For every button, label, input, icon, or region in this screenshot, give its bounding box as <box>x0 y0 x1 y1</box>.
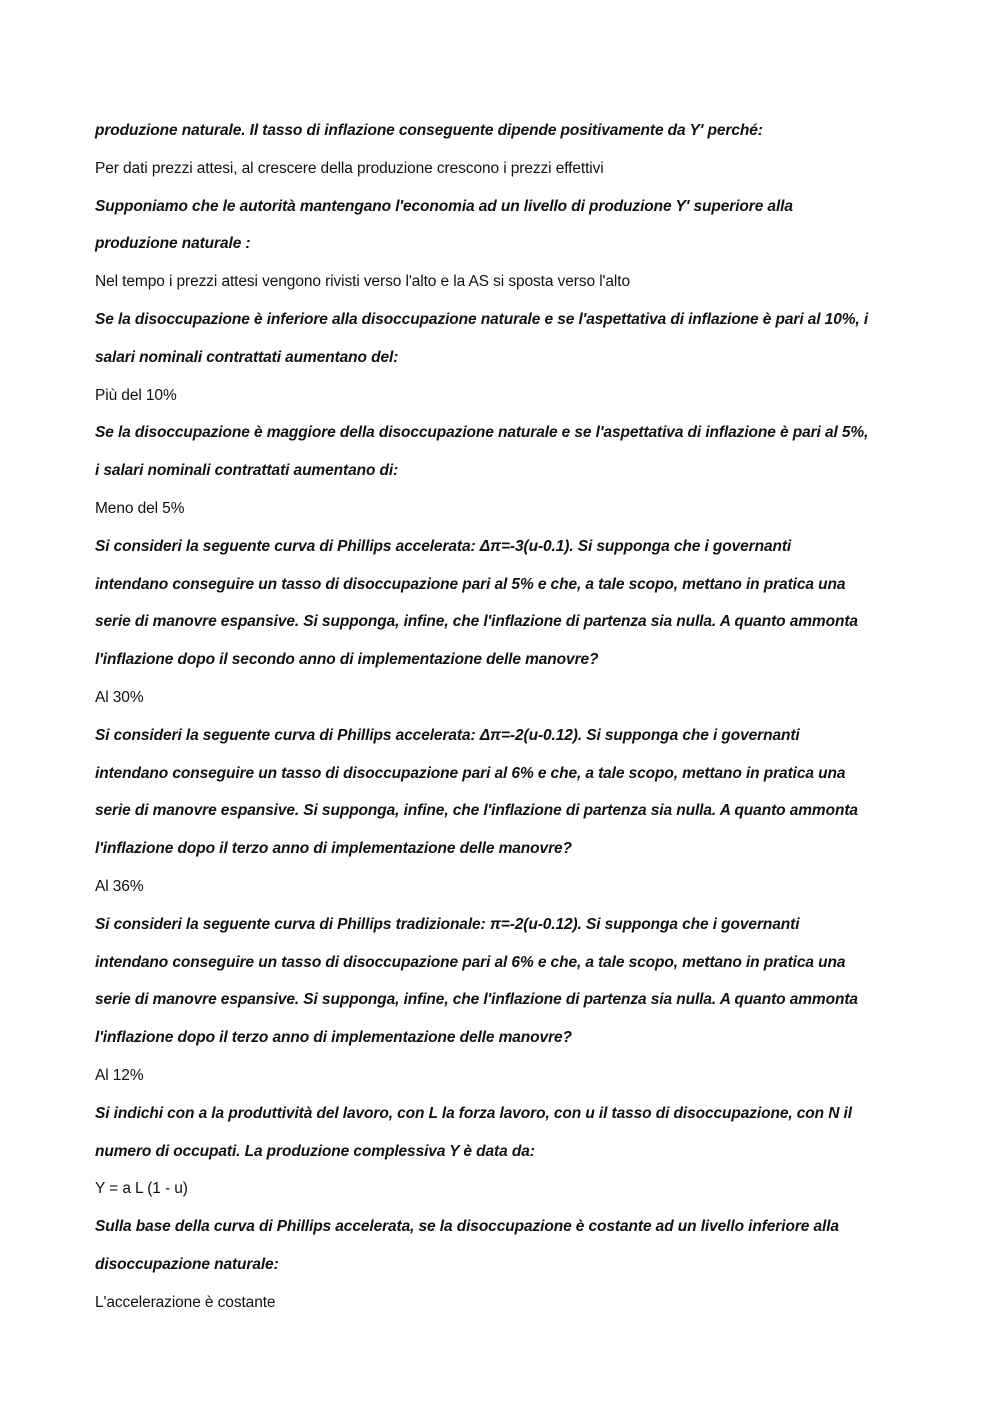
answer-block <box>95 868 915 906</box>
answer-block <box>95 1170 915 1208</box>
question-line: l'inflazione dopo il secondo anno di implementazione delle manovre? <box>95 651 599 669</box>
question-block <box>95 528 915 679</box>
question-line: produzione naturale. Il tasso di inflazione conseguente dipende positivamente da Y' perché: <box>95 122 763 139</box>
question-line: intendano conseguire un tasso di disoccupazione pari al 6% e che, a tale scopo, mettano in pratica una <box>95 953 846 971</box>
answer-block <box>95 490 915 528</box>
answer-block <box>95 377 915 415</box>
question-block <box>95 906 915 1057</box>
question-line: intendano conseguire un tasso di disoccupazione pari al 6% e che, a tale scopo, mettano in pratica una <box>95 764 846 782</box>
question-block <box>95 301 915 377</box>
answer-line: Meno del 5% <box>95 499 185 517</box>
question-block <box>95 717 915 868</box>
question-line: Supponiamo che le autorità mantengano l'economia ad un livello di produzione Y' superiore alla <box>95 197 793 215</box>
question-block <box>95 1208 915 1284</box>
question-line: numero di occupati. La produzione complessiva Y è data da: <box>95 1142 535 1160</box>
answer-line: Al 30% <box>95 688 144 706</box>
question-line: l'inflazione dopo il terzo anno di implementazione delle manovre? <box>95 840 572 858</box>
question-line: i salari nominali contrattati aumentano di: <box>95 462 399 480</box>
question-line: serie di manovre espansive. Si supponga, infine, che l'inflazione di partenza sia nulla. A quanto ammonta <box>95 613 858 631</box>
question-line: Sulla base della curva di Phillips accelerata, se la disoccupazione è costante ad un livello inferiore alla <box>95 1218 839 1236</box>
question-line: intendano conseguire un tasso di disoccupazione pari al 5% e che, a tale scopo, mettano in pratica una <box>95 575 846 593</box>
question-block <box>95 112 915 150</box>
answer-block <box>95 1057 915 1095</box>
question-block <box>95 188 915 264</box>
question-line: serie di manovre espansive. Si supponga, infine, che l'inflazione di partenza sia nulla. A quanto ammonta <box>95 991 858 1009</box>
answer-line: Al 12% <box>95 1066 144 1084</box>
answer-line: Y = a L (1 - u) <box>95 1180 188 1198</box>
question-line: Si indichi con a la produttività del lavoro, con L la forza lavoro, con u il tasso di disoccupazione, con N il <box>95 1104 852 1122</box>
answer-line: Nel tempo i prezzi attesi vengono rivisti verso l'alto e la AS si sposta verso l'alto <box>95 273 630 291</box>
question-block <box>95 1095 915 1171</box>
question-line: salari nominali contrattati aumentano del: <box>95 348 399 366</box>
question-line: Se la disoccupazione è inferiore alla disoccupazione naturale e se l'aspettativa di inflazione è pari al 10%, i <box>95 310 869 328</box>
question-line: Si consideri la seguente curva di Phillips tradizionale: π=-2(u-0.12). Si supponga che i governanti <box>95 915 800 933</box>
question-line: Si consideri la seguente curva di Phillips accelerata: Δπ=-3(u-0.1). Si supponga che i governanti <box>95 537 792 555</box>
document-page <box>95 112 915 1322</box>
question-block <box>95 414 915 490</box>
answer-line: Per dati prezzi attesi, al crescere della produzione crescono i prezzi effettivi <box>95 159 604 177</box>
question-line: serie di manovre espansive. Si supponga, infine, che l'inflazione di partenza sia nulla. A quanto ammonta <box>95 802 858 820</box>
question-line: produzione naturale : <box>95 235 251 253</box>
question-line: l'inflazione dopo il terzo anno di implementazione delle manovre? <box>95 1029 572 1047</box>
question-line: disoccupazione naturale: <box>95 1255 279 1273</box>
answer-line: Più del 10% <box>95 386 177 404</box>
answer-block <box>95 679 915 717</box>
answer-block <box>95 263 915 301</box>
answer-line: Al 36% <box>95 877 144 895</box>
answer-line: L'accelerazione è costante <box>95 1293 276 1311</box>
answer-block <box>95 150 915 188</box>
question-line: Si consideri la seguente curva di Phillips accelerata: Δπ=-2(u-0.12). Si supponga che i governanti <box>95 726 800 744</box>
answer-block <box>95 1284 915 1322</box>
question-line: Se la disoccupazione è maggiore della disoccupazione naturale e se l'aspettativa di inflazione è pari al 5%, <box>95 424 869 442</box>
